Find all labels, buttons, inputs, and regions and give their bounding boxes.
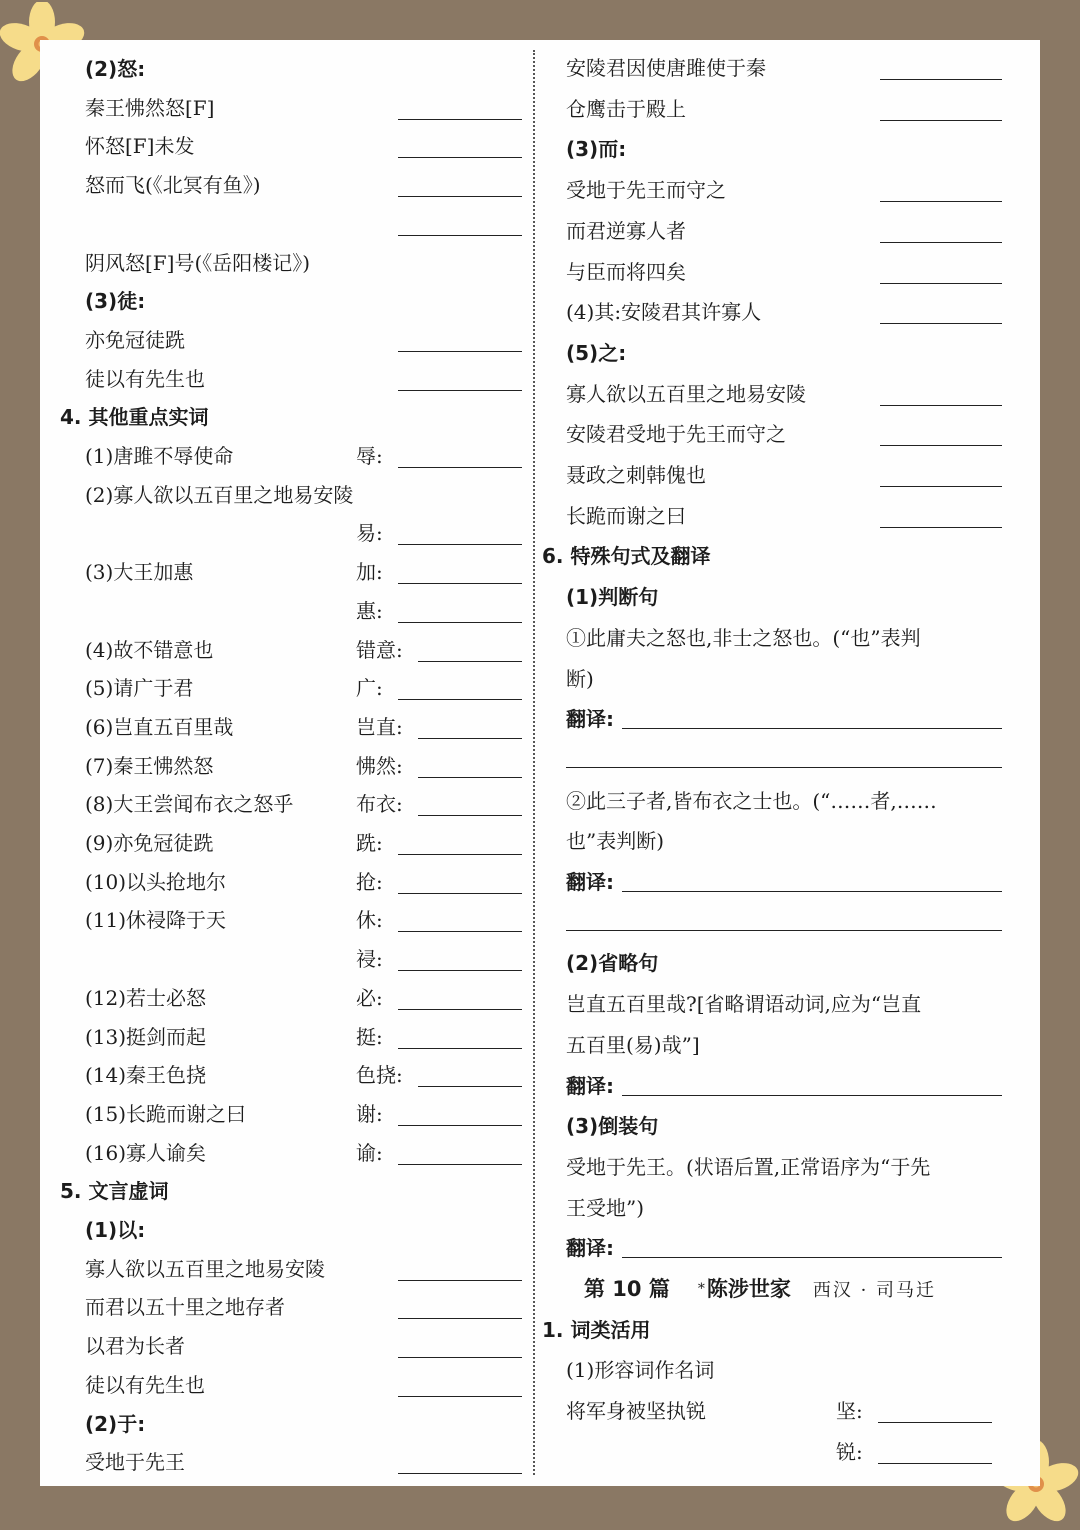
answer-line[interactable]: [398, 235, 522, 236]
word-answer-line[interactable]: [418, 777, 522, 778]
word-label: 必:: [356, 985, 383, 1010]
word-label: 惠:: [356, 598, 383, 623]
question-text: (1)形容词作名词: [566, 1358, 715, 1383]
section-heading: 4. 其他重点实词: [60, 405, 209, 430]
question-text: 怒而飞(《北冥有鱼》): [85, 173, 261, 198]
translation-answer-line[interactable]: [622, 1095, 1002, 1096]
word-label: 休:: [356, 908, 383, 933]
answer-line[interactable]: [880, 242, 1002, 243]
column-divider: [533, 50, 535, 1475]
chapter-number: 第 10 篇: [584, 1277, 670, 1301]
section-heading: 1. 词类活用: [542, 1317, 651, 1342]
translation-answer-line[interactable]: [622, 1257, 1002, 1258]
question-text: 断): [566, 666, 594, 691]
word-answer-line[interactable]: [398, 1125, 522, 1126]
answer-line[interactable]: [398, 1318, 522, 1319]
word-answer-line[interactable]: [398, 1048, 522, 1049]
question-text: 徒以有先生也: [85, 1372, 205, 1397]
translation-label: 翻译:: [566, 707, 614, 732]
word-answer-line[interactable]: [398, 970, 522, 971]
word-label: 色挠:: [356, 1063, 403, 1088]
translation-label: 翻译:: [566, 870, 614, 894]
question-text: 岂直五百里哉?[省略谓语动词,应为“岂直: [566, 992, 922, 1017]
word-label: 谕:: [356, 1140, 383, 1165]
word-answer-line[interactable]: [398, 467, 522, 468]
word-label: 加:: [356, 560, 383, 585]
question-text: (4)故不错意也: [85, 637, 214, 662]
question-text: 阴风怒[F]号(《岳阳楼记》): [85, 250, 311, 275]
question-text: (2)寡人欲以五百里之地易安陵: [85, 482, 354, 507]
question-text: 五百里(易)哉”]: [566, 1032, 700, 1057]
question-text: (11)休祲降于天: [85, 908, 227, 933]
section-heading: 6. 特殊句式及翻译: [542, 544, 711, 569]
chapter-author: 西汉 · 司马迁: [812, 1280, 937, 1301]
word-answer-line[interactable]: [418, 738, 522, 739]
answer-line[interactable]: [880, 120, 1002, 121]
question-text: 受地于先王。(状语后置,正常语序为“于先: [566, 1154, 931, 1179]
answer-line[interactable]: [398, 1280, 522, 1281]
answer-line[interactable]: [398, 1357, 522, 1358]
question-text: (15)长跪而谢之曰: [85, 1101, 247, 1126]
word-label: 辱:: [356, 444, 383, 468]
word-answer-line[interactable]: [878, 1422, 992, 1423]
translation-answer-line[interactable]: [622, 891, 1002, 892]
question-text: 而君以五十里之地存者: [85, 1295, 285, 1320]
word-label: 岂直:: [356, 714, 403, 739]
question-text: (4)其:安陵君其许寡人: [566, 300, 762, 325]
word-label: 抢:: [356, 869, 383, 894]
word-answer-line[interactable]: [418, 815, 522, 816]
question-text: 寡人欲以五百里之地易安陵: [566, 381, 806, 406]
subsection-label: (5)之:: [566, 340, 627, 365]
answer-line[interactable]: [880, 283, 1002, 284]
question-text: (5)请广于君: [85, 676, 194, 701]
subsection-label: (3)徒:: [85, 289, 146, 314]
word-label: 怫然:: [356, 753, 403, 778]
question-text: (13)挺剑而起: [85, 1024, 207, 1049]
question-text: (7)秦王怫然怒: [85, 753, 214, 778]
word-label: 锐:: [836, 1439, 863, 1464]
answer-line[interactable]: [880, 445, 1002, 446]
question-text: (9)亦免冠徒跣: [85, 831, 214, 855]
answer-line[interactable]: [566, 930, 1002, 931]
subsection-label: (1)以:: [85, 1218, 146, 1242]
chapter-star-mark: *: [697, 1281, 705, 1297]
translation-label: 翻译:: [566, 1073, 614, 1098]
question-text: ②此三子者,皆布衣之士也。(“……者,……: [566, 788, 937, 813]
question-text: 也”表判断): [566, 829, 665, 854]
subsection-label: (2)怒:: [85, 57, 146, 81]
answer-line[interactable]: [398, 390, 522, 391]
word-answer-line[interactable]: [398, 699, 522, 700]
word-label: 易:: [356, 521, 383, 546]
answer-line[interactable]: [880, 201, 1002, 202]
chapter-title: 陈涉世家: [706, 1277, 791, 1301]
answer-line[interactable]: [398, 157, 522, 158]
answer-line[interactable]: [880, 79, 1002, 80]
word-label: 布衣:: [356, 792, 403, 817]
question-text: 怀怒[F]未发: [85, 134, 195, 159]
word-label: 祲:: [356, 947, 383, 972]
subsection-label: (2)省略句: [566, 951, 659, 976]
question-text: 受地于先王: [85, 1450, 185, 1475]
question-text: 仓鹰击于殿上: [566, 96, 686, 121]
question-text: 安陵君因使唐雎使于秦: [566, 56, 766, 80]
question-text: (1)唐雎不辱使命: [85, 444, 234, 468]
subsection-label: (3)倒装句: [566, 1114, 659, 1139]
word-answer-line[interactable]: [878, 1463, 992, 1464]
answer-line[interactable]: [566, 767, 1002, 768]
question-text: 受地于先王而守之: [566, 178, 726, 203]
word-answer-line[interactable]: [398, 893, 522, 894]
question-text: ①此庸夫之怒也,非士之怒也。(“也”表判: [566, 625, 921, 650]
question-text: 将军身被坚执锐: [566, 1399, 706, 1424]
answer-line[interactable]: [880, 486, 1002, 487]
question-text: 以君为长者: [85, 1334, 185, 1359]
word-label: 跣:: [356, 831, 383, 855]
word-answer-line[interactable]: [398, 1009, 522, 1010]
subsection-label: (3)而:: [566, 137, 627, 162]
question-text: (6)岂直五百里哉: [85, 714, 234, 739]
translation-answer-line[interactable]: [622, 728, 1002, 729]
answer-line[interactable]: [880, 527, 1002, 528]
question-text: (3)大王加惠: [85, 560, 194, 585]
word-answer-line[interactable]: [398, 583, 522, 584]
question-text: (14)秦王色挠: [85, 1063, 207, 1088]
answer-line[interactable]: [398, 1473, 522, 1474]
question-text: 聂政之刺韩傀也: [566, 463, 706, 487]
word-answer-line[interactable]: [398, 1164, 522, 1165]
word-label: 错意:: [356, 637, 403, 662]
question-text: 徒以有先生也: [85, 366, 205, 391]
translation-label: 翻译:: [566, 1236, 614, 1261]
answer-line[interactable]: [398, 1396, 522, 1397]
word-answer-line[interactable]: [398, 622, 522, 623]
subsection-label: (2)于:: [85, 1411, 146, 1436]
question-text: (12)若士必怒: [85, 985, 207, 1010]
question-text: (10)以头抢地尔: [85, 869, 227, 894]
answer-line[interactable]: [398, 351, 522, 352]
question-text: 与臣而将四矣: [566, 259, 686, 284]
word-answer-line[interactable]: [418, 1086, 522, 1087]
subsection-label: (1)判断句: [566, 585, 659, 610]
worksheet-page: [40, 40, 1040, 1486]
answer-line[interactable]: [880, 405, 1002, 406]
question-text: 长跪而谢之曰: [566, 503, 686, 528]
word-label: 挺:: [356, 1024, 383, 1049]
question-text: (16)寡人谕矣: [85, 1140, 207, 1165]
word-answer-line[interactable]: [398, 544, 522, 545]
word-answer-line[interactable]: [398, 931, 522, 932]
answer-line[interactable]: [880, 323, 1002, 324]
word-label: 谢:: [356, 1101, 383, 1126]
question-text: (8)大王尝闻布衣之怒乎: [85, 792, 294, 817]
word-answer-line[interactable]: [418, 661, 522, 662]
section-heading: 5. 文言虚词: [60, 1179, 169, 1204]
question-text: 王受地”): [566, 1195, 645, 1220]
word-label: 坚:: [836, 1399, 863, 1424]
question-text: 秦王怫然怒[F]: [85, 95, 215, 120]
question-text: 寡人欲以五百里之地易安陵: [85, 1256, 325, 1281]
chapter-title-bar: [542, 1270, 1012, 1308]
question-text: 安陵君受地于先王而守之: [566, 422, 786, 447]
word-answer-line[interactable]: [398, 854, 522, 855]
question-text: 而君逆寡人者: [566, 218, 686, 243]
answer-line[interactable]: [398, 119, 522, 120]
question-text: 亦免冠徒跣: [85, 327, 185, 352]
word-label: 广:: [356, 676, 383, 701]
answer-line[interactable]: [398, 196, 522, 197]
